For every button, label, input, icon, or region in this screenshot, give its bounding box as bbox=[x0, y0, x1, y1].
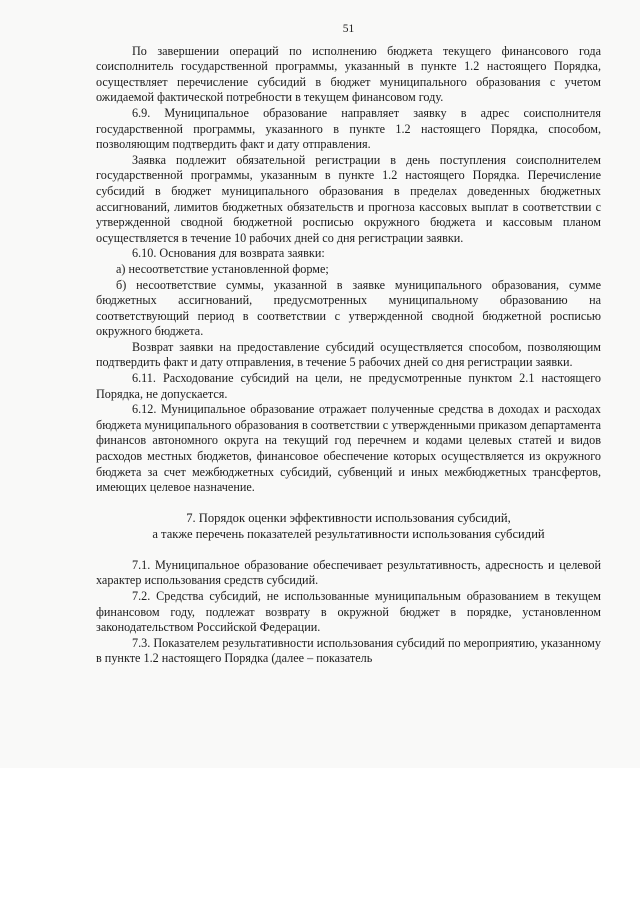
section-heading-7 bbox=[96, 510, 601, 542]
paragraph-6-10: 6.10. Основания для возврата заявки: bbox=[132, 246, 325, 261]
paragraph-6-9: 6.9. Муниципальное образование направляет заявку в адрес соисполнителя государственной программы, указанного в пункте 1.2 настоящего Порядка, способом, позволяющим подтвердить факт и дату отправления. bbox=[96, 105, 601, 152]
reason-item-b: б) несоответствие суммы, указанной в заявке муниципального образования, сумме бюджетных ассигнований, предусмотренных муниципальному образованию на соответствующий период в соответствии с утвержденной сводной бюджетной росписью окружного бюджета. bbox=[96, 277, 601, 339]
section-heading-line-1: 7. Порядок оценки эффективности использования субсидий, bbox=[186, 510, 511, 525]
reason-item-a: а) несоответствие установленной форме; bbox=[116, 261, 329, 276]
paragraph-7-1: 7.1. Муниципальное образование обеспечивает результативность, адресность и целевой характер использования средств субсидий. bbox=[96, 557, 601, 588]
paragraph-6-12: 6.12. Муниципальное образование отражает полученные средства в доходах и расходах бюджета муниципального образования в соответствии с утвержденными приказом департамента финансов автономного округа на текущий год перечнем и кодами целевых статей и видов расходов местных бюджетов, финансовое обеспечение которых осуществляется из окружного бюджета за счет межбюджетных субсидий, субвенций и иных межбюджетных трансфертов, имеющих целевое назначение. bbox=[96, 402, 601, 495]
document-page bbox=[96, 22, 601, 667]
paragraph-budget-completion: По завершении операций по исполнению бюджета текущего финансового года соисполнитель государственной программы, указанный в пункте 1.2 настоящего Порядка, осуществляет перечисление субсидий в бюджет муниципального образования с учетом ожидаемой фактической потребности в текущем финансовом году. bbox=[96, 43, 601, 105]
paragraph-application-return: Возврат заявки на предоставление субсидий осуществляется способом, позволяющим подтвердить факт и дату отправления, в течение 5 рабочих дней со дня регистрации заявки. bbox=[96, 339, 601, 370]
page-number: 51 bbox=[342, 23, 355, 35]
paragraph-application-registration: Заявка подлежит обязательной регистрации в день поступления соисполнителем государственной программы, указанным в пункте 1.2 настоящего Порядка. Перечисление субсидий в бюджет муниципального образования в пределах доведенных бюджетных ассигнований, лимитов бюджетных обязательств и прогноза кассовых выплат в соответствии с утвержденной сводной бюджетной росписью окружного бюджета и кассовым планом осуществляется в течение 10 рабочих дней со дня регистрации заявки. bbox=[96, 152, 601, 245]
paragraph-6-11: 6.11. Расходование субсидий на цели, не предусмотренные пунктом 2.1 настоящего Порядка, не допускается. bbox=[96, 371, 601, 401]
paragraph-7-3: 7.3. Показателем результативности использования субсидий по мероприятию, указанному в пункте 1.2 настоящего Порядка (далее – показатель bbox=[96, 635, 601, 666]
section-heading-line-2: а также перечень показателей результативности использования субсидий bbox=[152, 526, 545, 541]
paragraph-7-2: 7.2. Средства субсидий, не использованные муниципальным образованием в текущем финансовом году, подлежат возврату в окружной бюджет в порядке, установленном законодательством Российской Федерации. bbox=[96, 589, 601, 635]
